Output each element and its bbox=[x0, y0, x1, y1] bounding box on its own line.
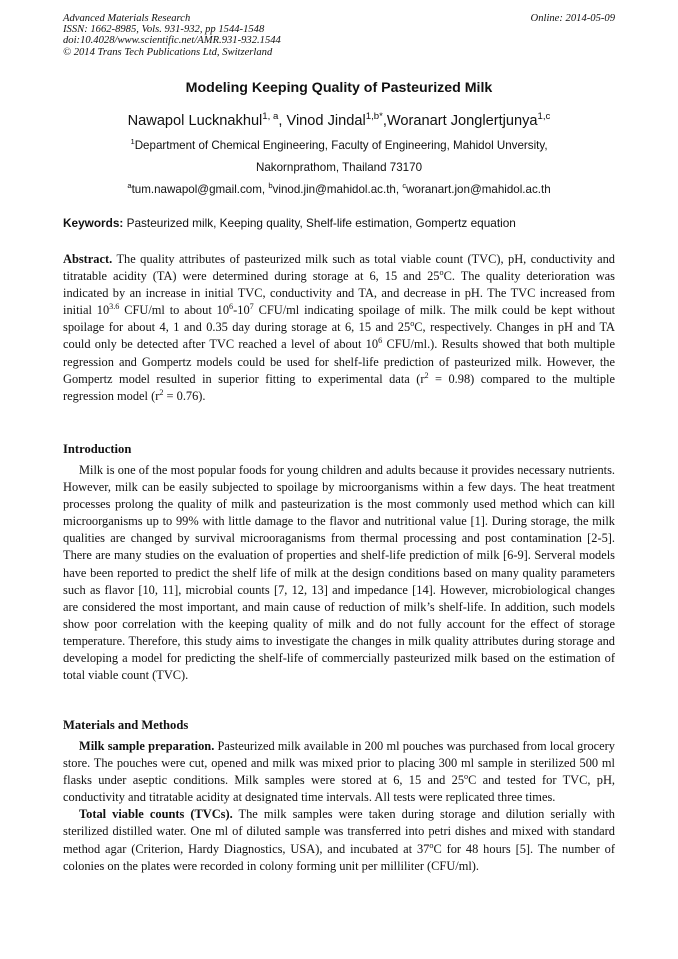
online-date: Online: 2014-05-09 bbox=[530, 13, 615, 24]
methods-subheading-1: Milk sample preparation. bbox=[79, 739, 215, 753]
author-2-mark: 1,b* bbox=[365, 111, 383, 123]
abstract-label: Abstract. bbox=[63, 252, 113, 266]
paper-title: Modeling Keeping Quality of Pasteurized Milk bbox=[185, 80, 493, 96]
abstract-text: C, respectively. Changes in pH and TA could only be detected after TVC reached a level of about 10 bbox=[63, 320, 615, 352]
abstract-text: The quality attributes of pasteurized milk such as total viable count (TVC), pH, conductivity and titratable acidity (TA) were determined during storage at 6, 15 and 25 bbox=[63, 252, 615, 284]
author-1: Nawapol Lucknakhul bbox=[127, 113, 263, 129]
journal-doi: doi:10.4028/www.scientific.net/AMR.931-932.1544 bbox=[63, 35, 281, 47]
introduction-heading: Introduction bbox=[63, 442, 132, 456]
methods-text: Pasteurized milk available in 200 ml pouches was purchased from local grocery store. The pouches were cut, opened and milk was mixed prior to placing 300 ml sample in sterilized 500 ml flasks under aseptic conditions. Milk samples were stored at 6, 15 and 25 bbox=[63, 739, 615, 788]
keywords-label: Keywords: bbox=[63, 216, 124, 230]
abstract bbox=[63, 251, 615, 405]
methods-text: The milk samples were taken during storage and dilution serially with sterilized distilled water. One ml of diluted sample was transferred into petri dishes and mixed with standard method agar (Criterion, Hardy Diagnostics, USA), and incubated at 37 bbox=[63, 807, 615, 856]
journal-issn: ISSN: 1662-8985, Vols. 931-932, pp 1544-1548 bbox=[63, 24, 265, 36]
degree-mark: o bbox=[410, 319, 415, 329]
email-c: woranart.jon@mahidol.ac.th bbox=[406, 183, 551, 196]
introduction-paragraph: Milk is one of the most popular foods for young children and adults because it provides necessary nutrients. However, milk can be easily subjected to spoilage by microorganisms within a few days. The heat treatment processes prolong the quality of milk and pasteurization is the most commonly used method which can kill microorganisms up to 99% with little damage to the flavor and nutritional value [1]. During storage, the milk qualities are changed by survival microoraganisms from thermal processing and post contamination [2-5]. There are many studies on the evaluation of properties and shelf-life prediction of milk [6-9]. Serveral models have been reported to predict the shelf life of milk at the design conditions based on many quality parameters such as flavor [10, 11], microbial counts [7, 12, 13] and impedance [14]. However, microbiological changes are considered the most important, and main cause of reduction of milk’s shelf-life. In addition, such models show poor correlation with the keeping quality of milk and do not fully account for the effect of storage temperature. Therefore, this study aims to investigate the changes in milk quality attributes during storage and developing a model for predicting the shelf-life of commercially pasteurized milk based on the estimation of total viable count (TVC). bbox=[63, 463, 615, 683]
degree-mark: o bbox=[429, 840, 434, 850]
author-3: ,Woranart Jonglertjunya bbox=[382, 113, 538, 129]
exponent: 6 bbox=[229, 302, 234, 312]
abstract-text: = 0.76). bbox=[163, 388, 206, 403]
methods-subheading-2: Total viable counts (TVCs). bbox=[79, 807, 233, 822]
introduction-section bbox=[63, 462, 615, 684]
affiliation-line-1 bbox=[0, 139, 678, 152]
exponent: 2 bbox=[424, 370, 429, 380]
email-b: vinod.jin@mahidol.ac.th, bbox=[272, 183, 403, 196]
journal-copyright: © 2014 Trans Tech Publications Ltd, Switzerland bbox=[63, 46, 273, 58]
methods-paragraph-2 bbox=[63, 806, 615, 874]
exponent: 7 bbox=[249, 302, 254, 312]
email-a: tum.nawapol@gmail.com, bbox=[131, 183, 269, 196]
exponent: 3.6 bbox=[109, 302, 120, 312]
degree-mark: o bbox=[464, 772, 469, 782]
affiliation-mark: 1 bbox=[130, 137, 135, 147]
methods-paragraph-1 bbox=[63, 738, 615, 806]
abstract-text: CFU/ml.). Results showed that both multiple regression and Gompertz models could be used for shelf-life prediction of pasteurized milk. However, the Gompertz model resulted in superior fitting to experimental data (r bbox=[63, 337, 615, 386]
author-list bbox=[0, 113, 678, 129]
keywords-text: Pasteurized milk, Keeping quality, Shelf-life estimation, Gompertz equation bbox=[123, 216, 516, 230]
affiliation-line-2: Nakornprathom, Thailand 73170 bbox=[255, 161, 423, 174]
email-c-mark: c bbox=[402, 181, 407, 191]
methods-text: C for 48 hours [5]. The number of colonies on the plates were recorded in colony forming unit per milliliter (CFU/ml). bbox=[63, 841, 615, 873]
exponent: 2 bbox=[159, 387, 164, 397]
email-a-mark: a bbox=[127, 181, 132, 191]
author-1-mark: 1, a bbox=[262, 111, 279, 123]
degree-mark: o bbox=[439, 267, 444, 277]
abstract-text: = 0.98) compared to the multiple regression model (r bbox=[63, 371, 615, 403]
keywords bbox=[63, 216, 516, 230]
journal-header bbox=[63, 13, 615, 58]
author-emails bbox=[0, 183, 678, 196]
methods-text: C and tested for TVC, pH, conductivity and titratable acidity at designated time intervals. All tests were replicated three times. bbox=[63, 773, 615, 805]
affiliation-text-1: Department of Chemical Engineering, Faculty of Engineering, Mahidol Unversity, bbox=[134, 139, 548, 152]
methods-section bbox=[63, 738, 615, 875]
methods-heading: Materials and Methods bbox=[63, 718, 189, 732]
abstract-text: -10 bbox=[233, 303, 250, 318]
abstract-text: CFU/ml to about 10 bbox=[119, 303, 230, 318]
email-b-mark: b bbox=[268, 181, 273, 191]
abstract-text: C. The quality deterioration was indicated by an increase in initial TVC, conductivity and TA, and decrease in pH. The TVC increased from initial 10 bbox=[63, 269, 616, 318]
abstract-text: CFU/ml indicating spoilage of milk. The milk could be kept without spoilage for about 4, 1 and 0.35 day during storage at 6, 15 and 25 bbox=[63, 303, 616, 335]
exponent: 6 bbox=[378, 336, 383, 346]
author-2: , Vinod Jindal bbox=[278, 113, 366, 129]
journal-name: Advanced Materials Research bbox=[63, 13, 191, 24]
author-3-mark: 1,c bbox=[537, 111, 551, 123]
